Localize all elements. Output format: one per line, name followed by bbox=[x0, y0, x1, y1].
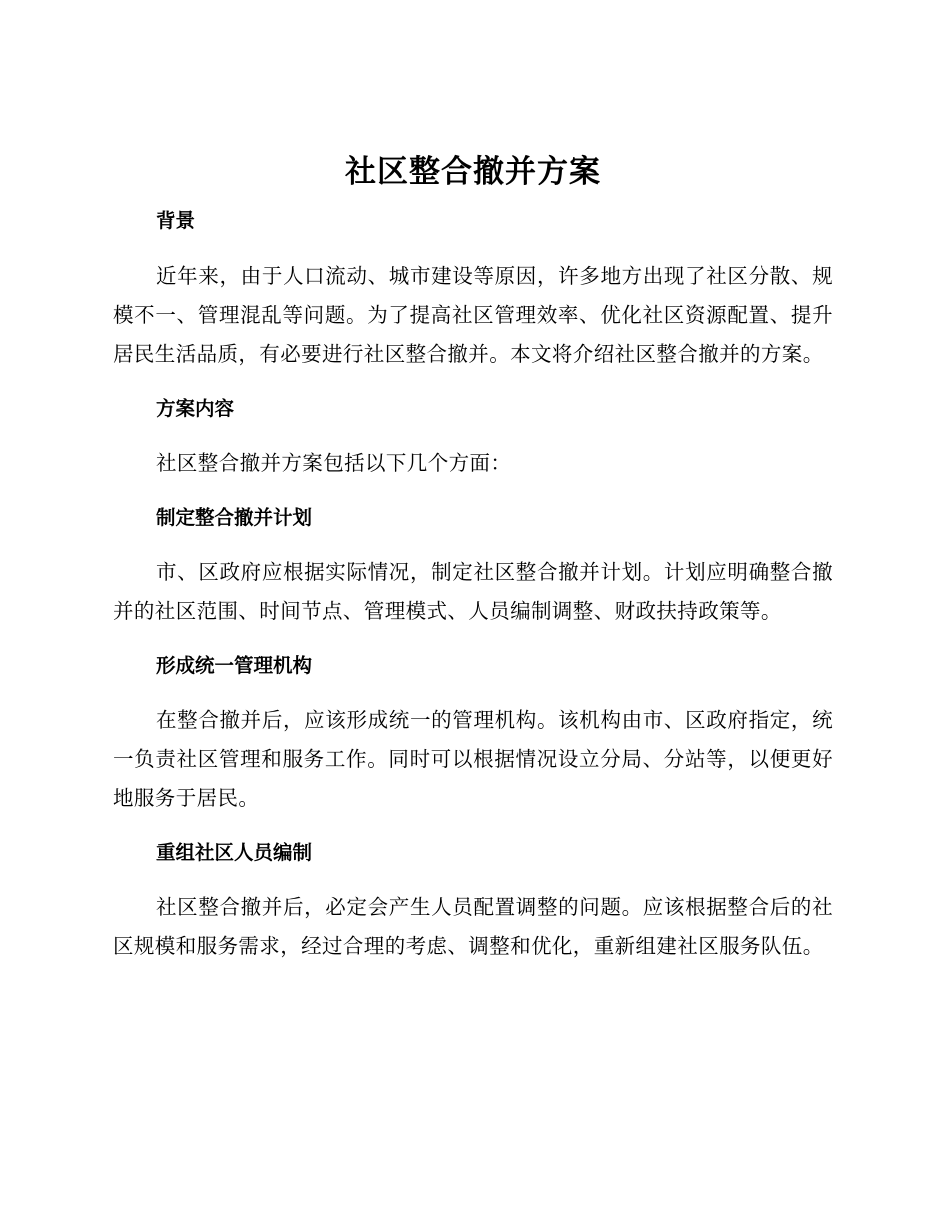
section-heading-plan: 制定整合撤并计划 bbox=[156, 506, 313, 529]
document-title: 社区整合撤并方案 bbox=[345, 154, 601, 190]
spacer bbox=[113, 631, 833, 647]
spacer bbox=[113, 483, 833, 499]
section-heading-background: 背景 bbox=[156, 209, 196, 232]
paragraph-agency: 在整合撤并后，应该形成统一的管理机构。该机构由市、区政府指定，统一负责社区管理和服务工作。同时可以根据情况设立分局、分站等，以便更好地服务于居民。 bbox=[113, 708, 833, 810]
spacer bbox=[113, 818, 833, 834]
section-heading-staff: 重组社区人员编制 bbox=[156, 841, 313, 864]
paragraph-plan: 市、区政府应根据实际情况，制定社区整合撤并计划。计划应明确整合撤并的社区范围、时间节点、管理模式、人员编制调整、财政扶持政策等。 bbox=[113, 560, 833, 623]
paragraph-content-intro: 社区整合撤并方案包括以下几个方面： bbox=[156, 451, 512, 475]
section-heading-content: 方案内容 bbox=[156, 397, 235, 420]
spacer bbox=[113, 872, 833, 888]
paragraph-staff: 社区整合撤并后，必定会产生人员配置调整的问题。应该根据整合后的社区规模和服务需求，经过合理的考虑、调整和优化，重新组建社区服务队伍。 bbox=[113, 895, 833, 958]
document-body bbox=[113, 152, 833, 966]
spacer bbox=[113, 537, 833, 553]
spacer bbox=[113, 240, 833, 257]
section-heading-agency: 形成统一管理机构 bbox=[156, 654, 313, 677]
paragraph-background: 近年来，由于人口流动、城市建设等原因，许多地方出现了社区分散、规模不一、管理混乱等问题。为了提高社区管理效率、优化社区资源配置、提升居民生活品质，有必要进行社区整合撤并。本文将介绍社区整合撤并的方案。 bbox=[113, 264, 833, 366]
spacer bbox=[113, 374, 833, 390]
spacer bbox=[113, 428, 833, 444]
spacer bbox=[113, 685, 833, 701]
